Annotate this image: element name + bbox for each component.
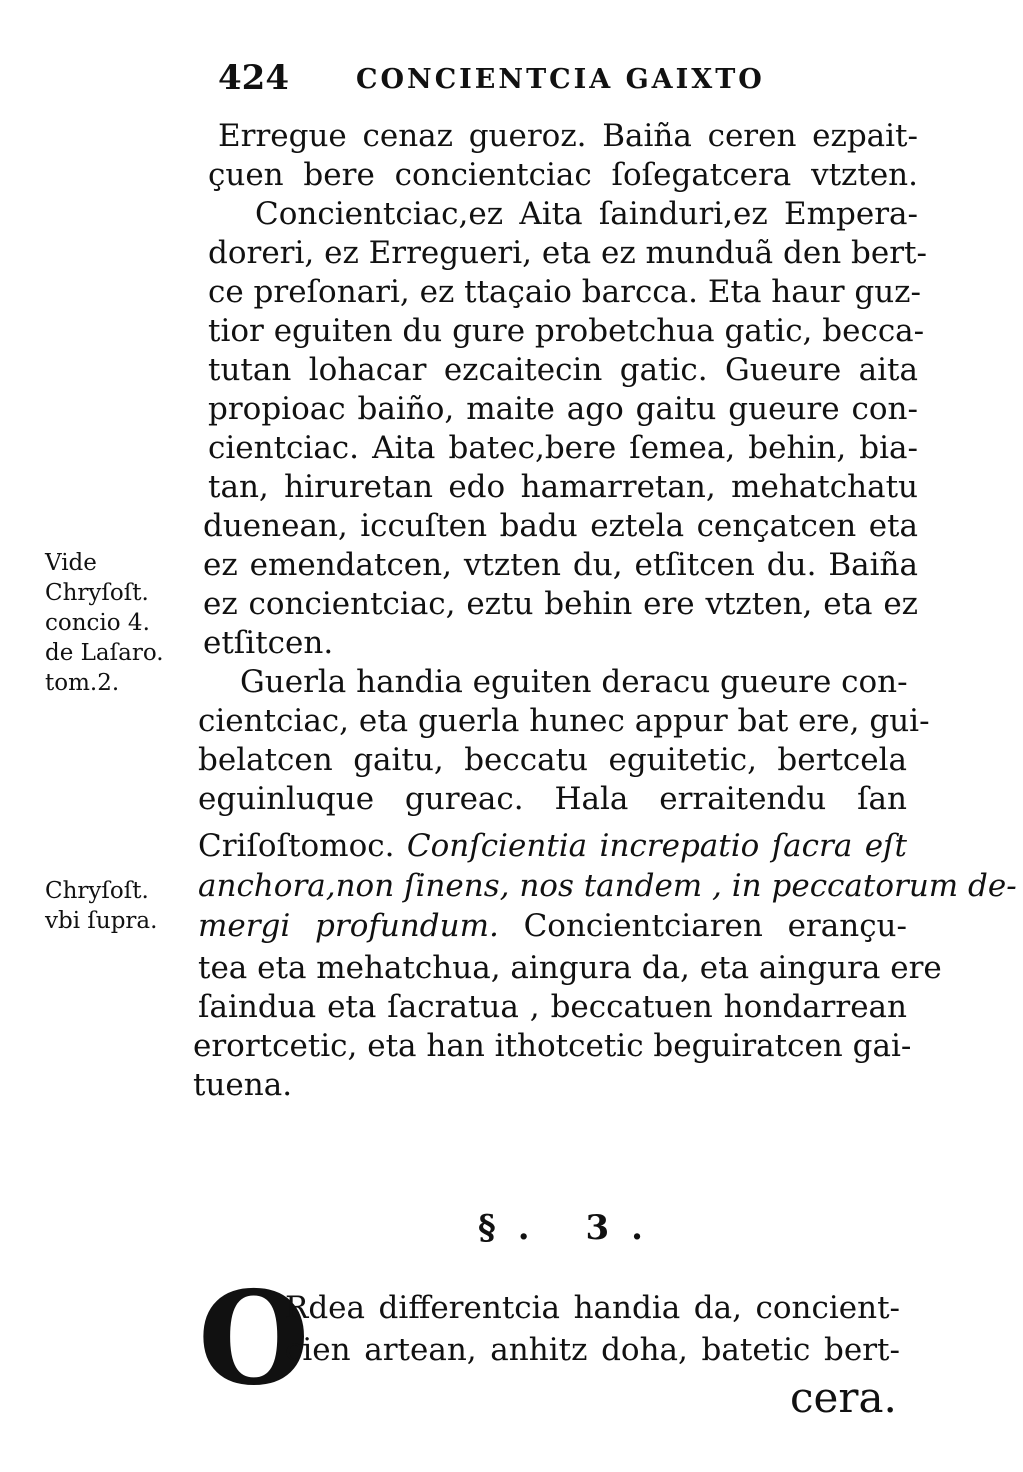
line-text: Criſoſtomoc. (198, 828, 395, 864)
page-number: 424 (218, 58, 289, 98)
margin-note-line: Vide (45, 550, 97, 576)
body-line (208, 235, 927, 271)
line-text: cientciac, eta guerla hunec appur bat ere, gui- (198, 703, 930, 739)
body-line (208, 157, 918, 193)
body-line (198, 742, 907, 778)
line-text: duenean, iccuſten badu eztela cençatcen eta (203, 508, 918, 544)
margin-note-line: Chryſoſt. (45, 878, 149, 904)
body-line (203, 508, 918, 544)
line-text: çuen bere concientciac ſoſegatcera vtzten. (208, 157, 918, 193)
body-line (193, 1067, 343, 1103)
line-text: cientciac. Aita batec,bere ſemea, behin, bia- (208, 430, 918, 466)
margin-note-line: concio 4. (45, 610, 150, 636)
body-line (255, 196, 918, 232)
body-line (198, 828, 907, 864)
body-line (203, 547, 918, 583)
line-text: tan, hiruretan edo hamarretan, mehatchatu (208, 469, 918, 505)
line-text: Concientciac,ez Aita ſainduri,ez Empera- (255, 196, 918, 232)
body-line (208, 352, 918, 388)
margin-note-line: tom.2. (45, 670, 120, 696)
line-text: Concientciaren erançu- (523, 908, 907, 944)
body-line (198, 989, 907, 1025)
margin-note (45, 876, 157, 936)
section-line: cien artean, anhitz doha, batetic bert- (285, 1332, 900, 1368)
latin-quote: mergi profundum. (198, 908, 499, 944)
body-line (208, 391, 918, 427)
line-text: erortcetic, eta han ithotcetic beguiratcen gai- (193, 1028, 912, 1064)
body-line (208, 274, 921, 310)
margin-note-line: vbi ſupra. (45, 908, 158, 934)
line-text: Erregue cenaz gueroz. Baiña ceren ezpait- (218, 118, 918, 154)
margin-note-line: de Laſaro. (45, 640, 164, 666)
body-line (198, 908, 907, 944)
line-text: ſaindua eta ſacratua , beccatuen hondarrean (198, 989, 907, 1025)
line-text: tea eta mehatchua, aingura da, eta aingura ere (198, 950, 942, 986)
body-line (203, 586, 918, 622)
running-title: CONCIENTCIA GAIXTO (356, 64, 765, 95)
latin-quote: anchora,non ſinens, nos tandem , in peccatorum de- (198, 868, 1017, 904)
body-line (203, 625, 403, 661)
line-text: tior eguiten du gure probetchua gatic, becca- (208, 313, 925, 349)
body-line (208, 313, 925, 349)
line-text: Guerla handia eguiten deracu gueure con- (240, 664, 908, 700)
line-text: doreri, ez Erregueri, eta ez munduã den bert- (208, 235, 927, 271)
body-line (198, 781, 907, 817)
body-line (208, 469, 918, 505)
body-line (193, 1028, 912, 1064)
margin-note (45, 548, 164, 698)
body-line (198, 703, 930, 739)
section-mark: §. 3. (478, 1208, 665, 1248)
catchword: cera. (790, 1373, 897, 1422)
line-text: ce preſonari, ez ttaçaio barcca. Eta haur guz- (208, 274, 921, 310)
line-text: tuena. (193, 1067, 293, 1103)
body-line (218, 118, 918, 154)
page-header (218, 58, 818, 108)
latin-quote: Conſcientia increpatio ſacra eſt (406, 828, 907, 864)
body-line (240, 664, 907, 700)
line-text: belatcen gaitu, beccatu eguitetic, bertcela (198, 742, 907, 778)
line-text: ez concientciac, eztu behin ere vtzten, eta ez (203, 586, 918, 622)
line-text: etſitcen. (203, 625, 334, 661)
line-text: ez emendatcen, vtzten du, etſitcen du. Baiña (203, 547, 918, 583)
body-line (198, 868, 1017, 904)
drop-cap: O (198, 1264, 310, 1414)
line-text: eguinluque gureac. Hala erraitendu ſan (198, 781, 907, 817)
line-text: propioac baiño, maite ago gaitu gueure con- (208, 391, 918, 427)
margin-note-line: Chryſoſt. (45, 580, 149, 606)
line-text: tutan lohacar ezcaitecin gatic. Gueure aita (208, 352, 918, 388)
body-line (198, 950, 942, 986)
body-line (208, 430, 918, 466)
section-line: Rdea differentcia handia da, concient- (285, 1290, 900, 1326)
